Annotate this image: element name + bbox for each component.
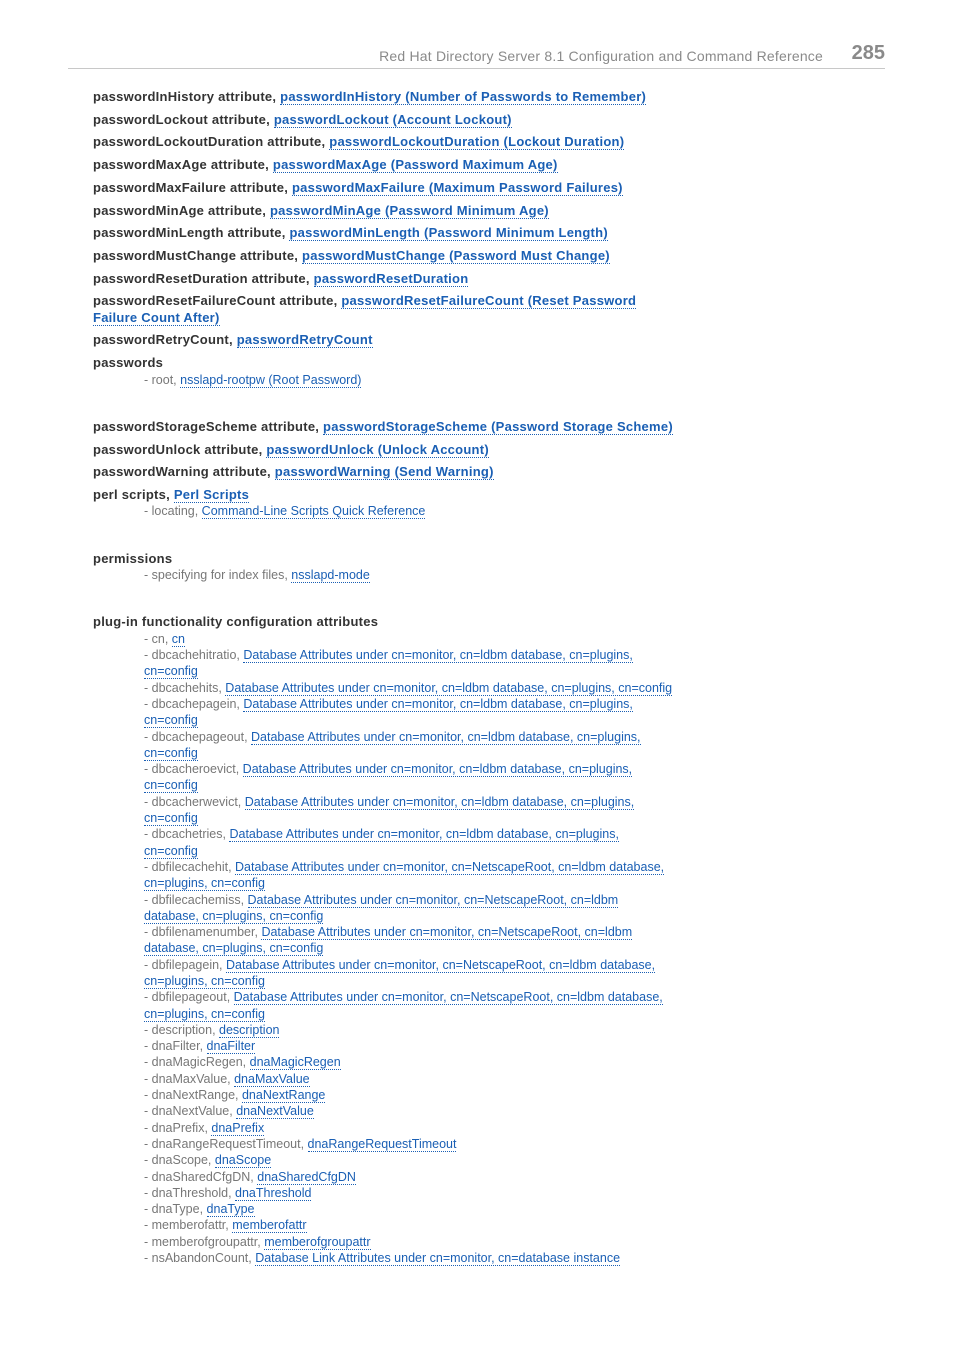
sub-entry-label: - description, (144, 1022, 220, 1037)
sub-entry-label: - dbcacherwevict, (144, 794, 245, 809)
index-entry (93, 225, 673, 241)
index-entry (93, 203, 673, 219)
index-link[interactable]: passwordStorageScheme (Password Storage Scheme) (323, 418, 673, 434)
index-term: plug-in functionality configuration attributes (93, 614, 379, 630)
index-term: passwordWarning attribute, (93, 464, 275, 480)
sub-entry (144, 1152, 673, 1168)
index-entry (93, 355, 673, 371)
sub-entry (144, 680, 673, 696)
sub-entry (144, 567, 673, 583)
index-link[interactable]: passwordWarning (Send Warning) (274, 464, 494, 480)
index-list (93, 89, 673, 1297)
index-link[interactable]: passwordMaxFailure (Maximum Password Failures) (291, 179, 623, 195)
sub-entry-link[interactable]: memberofgroupattr (264, 1234, 371, 1249)
index-entry (93, 442, 673, 458)
index-term: passwordLockoutDuration attribute, (93, 134, 330, 150)
sub-entry (144, 696, 673, 729)
sub-entry (144, 957, 673, 990)
index-term: permissions (93, 550, 173, 566)
index-entry (93, 134, 673, 150)
index-entry (93, 487, 673, 503)
sub-entry-link[interactable]: Database Attributes under cn=monitor, cn=NetscapeRoot, cn=ldbm database, cn=plugins, cn=config (144, 925, 633, 956)
sub-entry (144, 1071, 673, 1087)
sub-entry-label: - dbcachepageout, (144, 729, 252, 744)
sub-entry (144, 1250, 673, 1266)
sub-entry-label: - dbcachehits, (144, 680, 226, 695)
sub-entry-label: - cn, (144, 631, 172, 646)
sub-entry (144, 631, 673, 647)
sub-entry-label: - dnaScope, (144, 1153, 215, 1168)
sub-entry (144, 1136, 673, 1152)
index-term: passwordMinLength attribute, (93, 225, 290, 241)
index-entry (93, 112, 673, 128)
sub-entry-label: - dbcachetries, (144, 827, 230, 842)
index-link[interactable]: passwordInHistory (Number of Passwords to Remember) (280, 89, 647, 104)
index-term: passwordMaxFailure attribute, (93, 179, 292, 195)
index-term: passwordMinAge attribute, (93, 202, 270, 218)
sub-entry-link[interactable]: Database Attributes under cn=monitor, cn=ldbm database, cn=plugins, cn=config (225, 680, 673, 695)
index-entry (93, 614, 673, 630)
sub-entry (144, 1234, 673, 1250)
sub-entry-link[interactable]: Database Attributes under cn=monitor, cn=NetscapeRoot, cn=ldbm database, cn=plugins, cn=config (144, 990, 663, 1021)
sub-entry-link[interactable]: dnaScope (214, 1153, 272, 1168)
sub-entry-label: - dbfilecachemiss, (144, 892, 248, 907)
sub-entry-label: - dnaType, (144, 1202, 207, 1217)
sub-entry-list (93, 631, 673, 1267)
sub-entry (144, 1185, 673, 1201)
sub-entry-link[interactable]: dnaFilter (206, 1039, 256, 1054)
sub-entry (144, 1022, 673, 1038)
sub-entry-label: - dbfilenamenumber, (144, 925, 262, 940)
sub-entry-link[interactable]: Database Attributes under cn=monitor, cn=NetscapeRoot, cn=ldbm database, cn=plugins, cn=config (144, 859, 665, 891)
sub-entry (144, 1054, 673, 1070)
index-link[interactable]: passwordMaxAge (Password Maximum Age) (272, 157, 558, 173)
index-link[interactable]: passwordRetryCount (236, 332, 373, 348)
sub-entry-link[interactable]: dnaRangeRequestTimeout (307, 1136, 457, 1151)
index-link[interactable]: passwordMinLength (Password Minimum Length) (289, 225, 608, 241)
index-link[interactable]: Perl Scripts (173, 486, 250, 502)
sub-entry (144, 1038, 673, 1054)
index-link[interactable]: passwordMustChange (Password Must Change) (302, 247, 610, 263)
page-header (68, 40, 885, 69)
index-term: passwords (93, 355, 164, 371)
sub-entry-label: - dbcachepagein, (144, 696, 244, 711)
sub-entry-link[interactable]: dnaSharedCfgDN (257, 1169, 356, 1184)
index-entry (93, 248, 673, 264)
sub-entry (144, 1201, 673, 1217)
sub-entry-label: - dbfilepageout, (144, 990, 234, 1005)
sub-entry-label: - root, (144, 372, 181, 387)
sub-entry-link[interactable]: dnaMaxValue (234, 1071, 310, 1086)
sub-entry-label: - dbfilecachehit, (144, 859, 236, 874)
sub-entry-label: - dnaThreshold, (144, 1185, 236, 1200)
sub-entry-link[interactable]: dnaNextValue (236, 1104, 314, 1119)
index-link[interactable]: passwordLockoutDuration (Lockout Duration) (329, 134, 625, 150)
index-entry (93, 332, 673, 348)
sub-entry (144, 794, 673, 827)
index-term: passwordRetryCount, (93, 332, 237, 348)
index-term: passwordResetFailureCount attribute, (93, 293, 342, 309)
sub-entry (144, 1103, 673, 1119)
sub-entry-label: - dbcacheroevict, (144, 762, 243, 777)
sub-entry-label: - memberofgroupattr, (144, 1234, 265, 1249)
index-link[interactable]: passwordUnlock (Unlock Account) (266, 441, 489, 457)
sub-entry-link[interactable]: dnaType (206, 1202, 255, 1217)
sub-entry-label: - dnaFilter, (144, 1039, 207, 1054)
sub-entry-label: - dnaMaxValue, (144, 1071, 235, 1086)
sub-entry-link[interactable]: Database Link Attributes under cn=monitor, cn=database instance (255, 1251, 621, 1266)
sub-entry-label: - dnaPrefix, (144, 1120, 212, 1135)
index-entry (93, 89, 673, 105)
index-term: passwordMustChange attribute, (93, 247, 303, 263)
sub-entry (144, 647, 673, 680)
sub-entry (144, 1120, 673, 1136)
sub-entry-link[interactable]: dnaMagicRegen (249, 1055, 341, 1070)
sub-entry-link[interactable]: dnaPrefix (211, 1120, 265, 1135)
sub-entry-link[interactable]: nsslapd-mode (291, 568, 370, 583)
sub-entry-link[interactable]: cn (171, 631, 185, 646)
sub-entry (144, 372, 673, 388)
sub-entry-link[interactable]: Database Attributes under cn=monitor, cn=ldbm database, cn=plugins, cn=config (144, 762, 633, 793)
index-term: passwordResetDuration attribute, (93, 270, 314, 286)
sub-entry-label: - memberofattr, (144, 1218, 233, 1233)
sub-entry-label: - locating, (144, 504, 202, 519)
sub-entry (144, 729, 673, 762)
sub-entry-label: - dbfilepagein, (144, 957, 227, 972)
sub-entry-list (93, 567, 673, 583)
sub-entry-list (93, 503, 673, 519)
sub-entry-label: - dnaNextValue, (144, 1104, 237, 1119)
sub-entry-link[interactable]: dnaNextRange (241, 1088, 326, 1103)
sub-entry-link[interactable]: memberofattr (232, 1218, 307, 1233)
index-entry (93, 271, 673, 287)
sub-entry (144, 1087, 673, 1103)
sub-entry (144, 1217, 673, 1233)
sub-entry-label: - dnaRangeRequestTimeout, (144, 1136, 308, 1151)
running-title: Red Hat Directory Server 8.1 Configuration and Command Reference (379, 48, 823, 64)
sub-entry (144, 924, 673, 957)
index-term: passwordStorageScheme attribute, (93, 418, 324, 434)
sub-entry-link[interactable]: Command-Line Scripts Quick Reference (201, 504, 426, 519)
sub-entry-link[interactable]: Database Attributes under cn=monitor, cn=NetscapeRoot, cn=ldbm database, cn=plugins, cn=config (144, 892, 619, 923)
index-link[interactable]: passwordMinAge (Password Minimum Age) (269, 202, 549, 218)
sub-entry (144, 859, 673, 892)
sub-entry (144, 989, 673, 1022)
sub-entry-link[interactable]: Database Attributes under cn=monitor, cn=ldbm database, cn=plugins, cn=config (144, 794, 635, 826)
sub-entry-link[interactable]: Database Attributes under cn=monitor, cn=ldbm database, cn=plugins, cn=config (144, 827, 619, 858)
index-entry (93, 464, 673, 480)
sub-entry-link[interactable]: dnaThreshold (235, 1185, 312, 1200)
sub-entry-label: - specifying for index files, (144, 568, 292, 583)
sub-entry-link[interactable]: nsslapd-rootpw (Root Password) (180, 372, 362, 387)
index-entry (93, 157, 673, 173)
index-entry (93, 180, 673, 196)
index-term: passwordInHistory attribute, (93, 89, 281, 104)
index-entry (93, 551, 673, 567)
index-entry (93, 419, 673, 435)
index-link[interactable]: passwordLockout (Account Lockout) (273, 111, 512, 127)
index-term: passwordUnlock attribute, (93, 441, 267, 457)
index-term: passwordLockout attribute, (93, 111, 274, 127)
index-term: passwordMaxAge attribute, (93, 157, 273, 173)
sub-entry (144, 826, 673, 859)
sub-entry-link[interactable]: Database Attributes under cn=monitor, cn=ldbm database, cn=plugins, cn=config (144, 648, 633, 679)
sub-entry-link[interactable]: Database Attributes under cn=monitor, cn=ldbm database, cn=plugins, cn=config (144, 696, 633, 728)
sub-entry-label: - dbcachehitratio, (144, 648, 244, 663)
sub-entry-link[interactable]: Database Attributes under cn=monitor, cn=ldbm database, cn=plugins, cn=config (144, 729, 641, 760)
page-number: 285 (851, 42, 885, 64)
sub-entry-label: - dnaNextRange, (144, 1088, 242, 1103)
sub-entry (144, 761, 673, 794)
index-link[interactable]: passwordResetDuration (313, 270, 469, 286)
sub-entry-link[interactable]: description (219, 1022, 280, 1037)
sub-entry-label: - dnaMagicRegen, (144, 1055, 250, 1070)
sub-entry-link[interactable]: Database Attributes under cn=monitor, cn=NetscapeRoot, cn=ldbm database, cn=plugins, cn=config (144, 957, 656, 988)
sub-entry-list (93, 372, 673, 388)
sub-entry-label: - dnaSharedCfgDN, (144, 1169, 258, 1184)
sub-entry (144, 892, 673, 925)
sub-entry (144, 1169, 673, 1185)
index-entry (93, 293, 673, 326)
index-link[interactable]: passwordResetFailureCount (Reset Password Failure Count After) (93, 293, 637, 325)
sub-entry (144, 503, 673, 519)
index-term: perl scripts, (93, 486, 174, 502)
sub-entry-label: - nsAbandonCount, (144, 1251, 256, 1266)
